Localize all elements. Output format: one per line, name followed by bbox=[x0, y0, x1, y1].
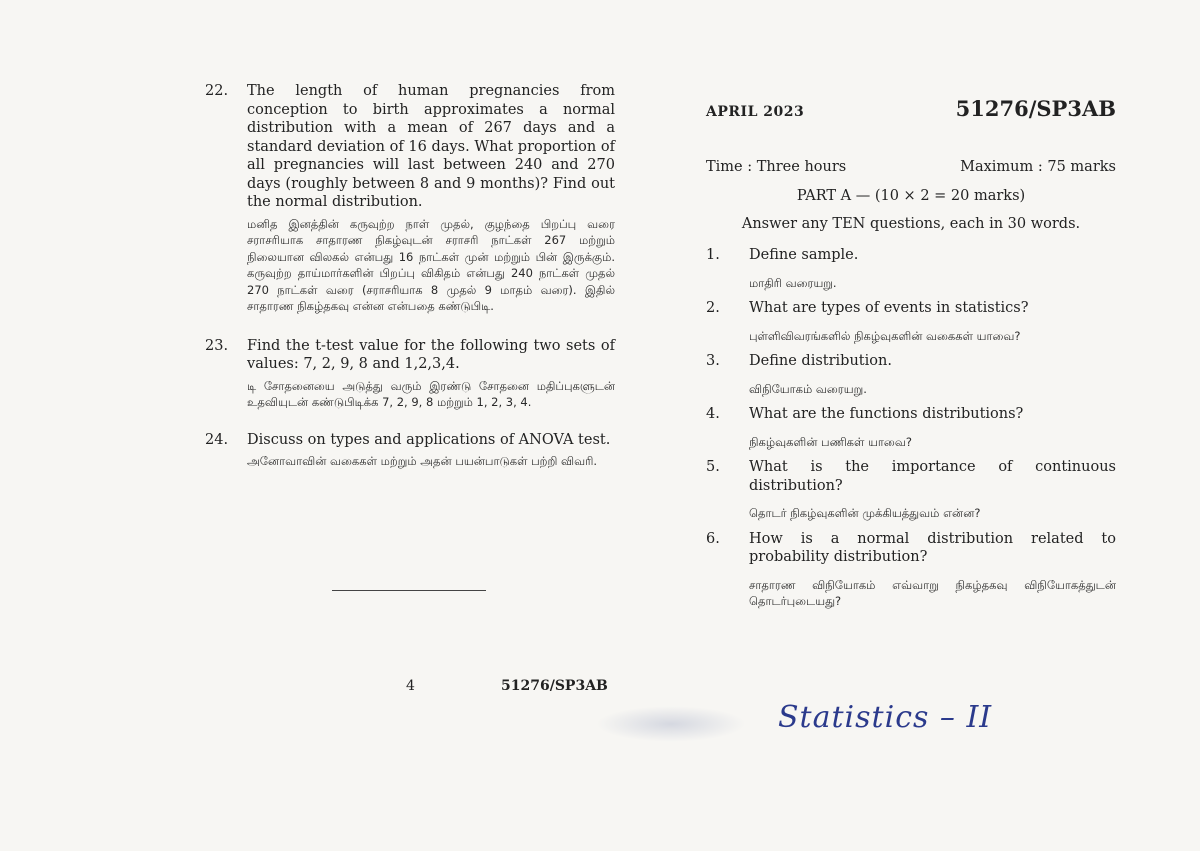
question-23 bbox=[205, 337, 615, 411]
question-text-tamil: புள்ளிவிவரங்களில் நிகழ்வுகளின் வகைகள் யாவை? bbox=[749, 328, 1021, 343]
question-text-english: What are the functions distributions? bbox=[749, 406, 1024, 422]
exam-meta bbox=[706, 159, 1116, 175]
end-divider bbox=[332, 590, 486, 591]
instructions: Answer any TEN questions, each in 30 words. bbox=[741, 216, 1081, 232]
question-1 bbox=[706, 246, 1116, 291]
question-text-tamil: மாதிரி வரையறு. bbox=[749, 275, 837, 290]
question-number: 3. bbox=[706, 353, 720, 369]
time-allowed: Time : Three hours bbox=[706, 159, 847, 175]
question-number: 22. bbox=[205, 83, 229, 99]
question-6 bbox=[706, 530, 1116, 610]
question-text-english: Find the t-test value for the following two sets of values: 7, 2, 9, 8 and 1,2,3,4. bbox=[247, 337, 615, 372]
part-heading: PART A — (10 × 2 = 20 marks) bbox=[796, 188, 1026, 204]
question-number: 6. bbox=[706, 530, 720, 547]
question-number: 4. bbox=[706, 406, 720, 422]
question-text-tamil: நிகழ்வுகளின் பணிகள் யாவை? bbox=[749, 434, 912, 449]
question-22 bbox=[205, 82, 615, 315]
question-text-english: Define distribution. bbox=[749, 353, 892, 369]
question-3 bbox=[706, 352, 1116, 397]
question-number: 24. bbox=[205, 431, 229, 448]
question-text-tamil: சாதாரண விநியோகம் எவ்வாறு நிகழ்தகவு விநியோகத்துடன் தொடர்புடையது? bbox=[749, 577, 1116, 608]
question-text-english: Discuss on types and applications of ANOVA test. bbox=[247, 431, 611, 448]
page-number: 4 bbox=[406, 678, 415, 694]
question-number: 5. bbox=[706, 459, 720, 475]
paper-header bbox=[706, 96, 1116, 121]
question-24 bbox=[205, 431, 615, 470]
maximum-marks: Maximum : 75 marks bbox=[960, 159, 1116, 175]
right-column bbox=[706, 96, 1116, 618]
question-text-english: What are types of events in statistics? bbox=[749, 300, 1029, 316]
question-text-english: Define sample. bbox=[749, 247, 859, 263]
scan-smudge bbox=[596, 706, 746, 742]
question-5 bbox=[706, 458, 1116, 522]
question-text-tamil: மனித இனத்தின் கருவுற்ற நாள் முதல், குழந்தை பிறப்பு வரை சராசரியாக சாதாரண நிகழ்வுடன் சராசரி நாட்கள் 267 மற்றும் நிலையான விலகல் என்பது 16 நாட்கள் முன் மற்றும் பின் இருக்கும். கருவுற்ற தாய்மார்களின் பிறப்பு விகிதம் என்பது 240 நாட்கள் முதல் 270 நாட்கள் வரை (சராசரியாக 8 முதல் 9 மாதம் வரை). இதில் சாதாரண நிகழ்தகவு என்ன என்பதை கண்டுபிடி. bbox=[247, 216, 615, 313]
question-4 bbox=[706, 405, 1116, 450]
paper-code: 51276/SP3AB bbox=[955, 96, 1116, 121]
question-number: 2. bbox=[706, 300, 720, 316]
question-number: 23. bbox=[205, 337, 229, 354]
question-text-english: How is a normal distribution related to probability distribution? bbox=[749, 530, 1116, 565]
question-text-tamil: டி சோதனையை அடுத்து வரும் இரண்டு சோதனை மதிப்புகளுடன் உதவியுடன் கண்டுபிடிக்க 7, 2, 9, 8 மற்றும் 1, 2, 3, 4. bbox=[247, 378, 615, 409]
question-text-english: What is the importance of continuous distribution? bbox=[749, 459, 1116, 494]
footer-paper-code: 51276/SP3AB bbox=[501, 678, 608, 694]
handwritten-note: Statistics – II bbox=[778, 700, 993, 735]
question-text-tamil: தொடர் நிகழ்வுகளின் முக்கியத்துவம் என்ன? bbox=[749, 506, 981, 520]
question-text-english: The length of human pregnancies from conception to birth approximates a normal distribution with a mean of 267 days and a standard deviation of 16 days. What proportion of all pregnancies will last between 240 and 270 days (roughly between 8 and 9 months)? Find out the normal distribution. bbox=[247, 83, 615, 210]
question-text-tamil: அனோவாவின் வகைகள் மற்றும் அதன் பயன்பாடுகள் பற்றி விவரி. bbox=[247, 454, 598, 468]
question-number: 1. bbox=[706, 247, 720, 263]
question-text-tamil: விநியோகம் வரையறு. bbox=[749, 381, 867, 396]
question-2 bbox=[706, 299, 1116, 344]
left-column bbox=[205, 82, 615, 478]
exam-date: APRIL 2023 bbox=[706, 104, 805, 120]
